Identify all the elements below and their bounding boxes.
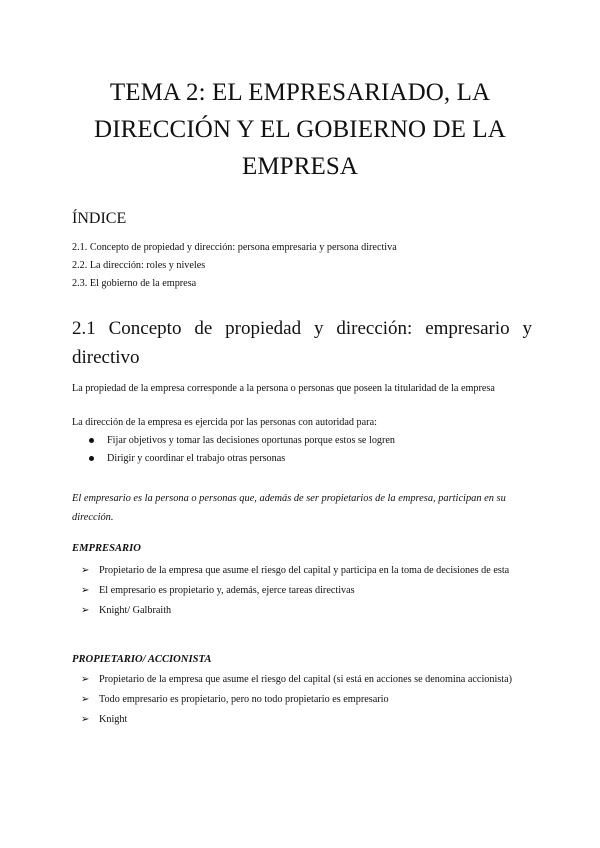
title-line: TEMA 2: EL EMPRESARIADO, LA (109, 79, 491, 106)
arrow-bullet-icon: ➢ (81, 714, 90, 725)
arrow-bullet-icon: ➢ (81, 605, 90, 616)
paragraph-property: La propiedad de la empresa corresponde a la persona o personas que poseen la titularidad de la empresa (72, 383, 495, 394)
list-item-text: El empresario es propietario y, además, ejerce tareas directivas (99, 585, 355, 596)
list-item-text: Knight (99, 714, 128, 725)
section-heading: 2.1 Concepto de propiedad y dirección: empresario y directivo (72, 318, 532, 368)
subheading-empresario: EMPRESARIO (72, 543, 141, 554)
list-item-text: Todo empresario es propietario, pero no todo propietario es empresario (99, 694, 389, 705)
bullet-list (72, 432, 395, 468)
list-item-text: Dirigir y coordinar el trabajo otras personas (107, 453, 286, 464)
list-item (72, 711, 530, 729)
list-item (72, 432, 395, 450)
title-line: DIRECCIÓN Y EL GOBIERNO DE LA (94, 116, 506, 143)
empresario-list (72, 562, 530, 622)
index-list (72, 239, 397, 293)
list-item (72, 562, 530, 580)
list-item (72, 671, 530, 689)
list-item (72, 582, 530, 600)
index-item: 2.1. Concepto de propiedad y dirección: persona empresaria y persona directiva (72, 242, 397, 253)
propietario-list (72, 671, 530, 731)
list-item-text: Fijar objetivos y tomar las decisiones oportunas porque estos se logren (107, 435, 396, 446)
list-item-text: Propietario de la empresa que asume el riesgo del capital (si está en acciones se denomina accionista) (99, 674, 512, 685)
definition-paragraph: El empresario es la persona o personas que, además de ser propietarios de la empresa, participan en su dirección. (72, 493, 506, 523)
arrow-bullet-icon: ➢ (81, 674, 90, 685)
bullet-icon (89, 456, 94, 461)
index-heading: ÍNDICE (72, 210, 127, 227)
list-item (72, 691, 530, 709)
arrow-bullet-icon: ➢ (81, 585, 90, 596)
title-line: EMPRESA (241, 153, 358, 180)
document-title (60, 74, 540, 185)
index-item: 2.2. La dirección: roles y niveles (72, 260, 206, 271)
arrow-bullet-icon: ➢ (81, 565, 90, 576)
paragraph-direction: La dirección de la empresa es ejercida por las personas con autoridad para: (72, 417, 377, 428)
bullet-icon (89, 438, 94, 443)
index-item: 2.3. El gobierno de la empresa (72, 278, 197, 289)
subheading-propietario: PROPIETARIO/ ACCIONISTA (72, 654, 212, 665)
list-item-text: Propietario de la empresa que asume el riesgo del capital y participa en la toma de decisiones de esta (99, 565, 510, 576)
list-item-text: Knight/ Galbraith (99, 605, 172, 616)
list-item (72, 602, 530, 620)
list-item (72, 450, 395, 468)
arrow-bullet-icon: ➢ (81, 694, 90, 705)
